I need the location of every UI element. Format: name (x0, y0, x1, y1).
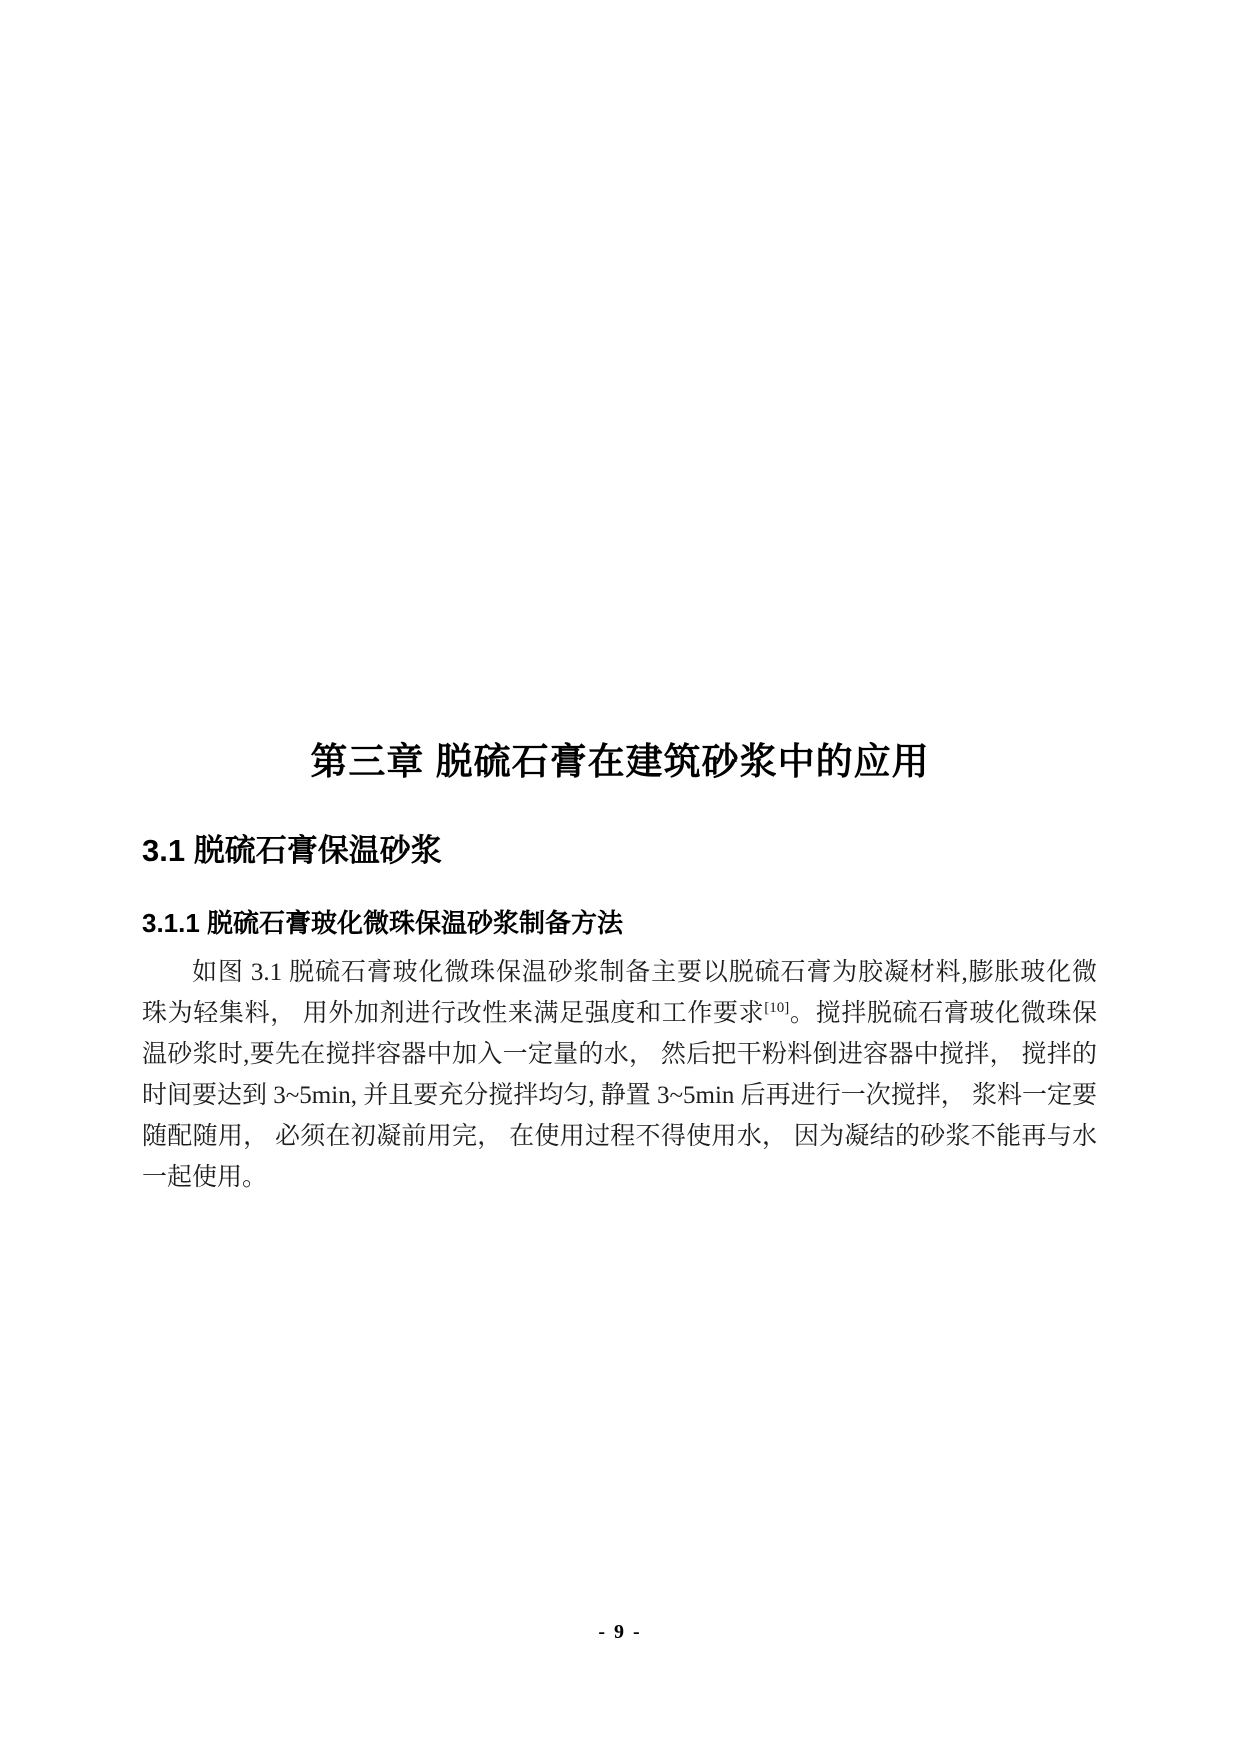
paragraph-text: 时间要达到 3~5min, 并且要充分搅拌均匀, 静置 3~5min 后再进行一次搅拌， 浆料一定要 (142, 1082, 1097, 1109)
paragraph-line (142, 1157, 1097, 1198)
chapter-title: 第三章 脱硫石膏在建筑砂浆中的应用 (310, 741, 930, 782)
paragraph-text: 。搅拌脱硫石膏玻化微珠保 (789, 1000, 1097, 1027)
paragraph-line (142, 1116, 1097, 1157)
paragraph-line (142, 952, 1097, 993)
paragraph-line (142, 993, 1097, 1034)
paragraph-line (142, 1075, 1097, 1116)
body-paragraph (142, 952, 1097, 1198)
paragraph-text: 温砂浆时,要先在搅拌容器中加入一定量的水， 然后把干粉料倒进容器中搅拌， 搅拌的 (142, 1041, 1097, 1068)
section-heading: 3.1 脱硫石膏保温砂浆 (142, 833, 442, 868)
page-number: - 9 - (598, 1621, 642, 1643)
paragraph-text: 珠为轻集料， 用外加剂进行改性来满足强度和工作要求 (142, 1000, 765, 1027)
paragraph-text: 一起使用。 (142, 1164, 268, 1191)
paragraph-line (142, 1034, 1097, 1075)
paragraph-text: 随配随用， 必须在初凝前用完， 在使用过程不得使用水， 因为凝结的砂浆不能再与水 (142, 1123, 1097, 1150)
paragraph-text: 如图 3.1 脱硫石膏玻化微珠保温砂浆制备主要以脱硫石膏为胶凝材料,膨胀玻化微 (192, 959, 1097, 986)
citation-reference: [10] (764, 1000, 790, 1016)
subsection-heading: 3.1.1 脱硫石膏玻化微珠保温砂浆制备方法 (142, 908, 624, 938)
